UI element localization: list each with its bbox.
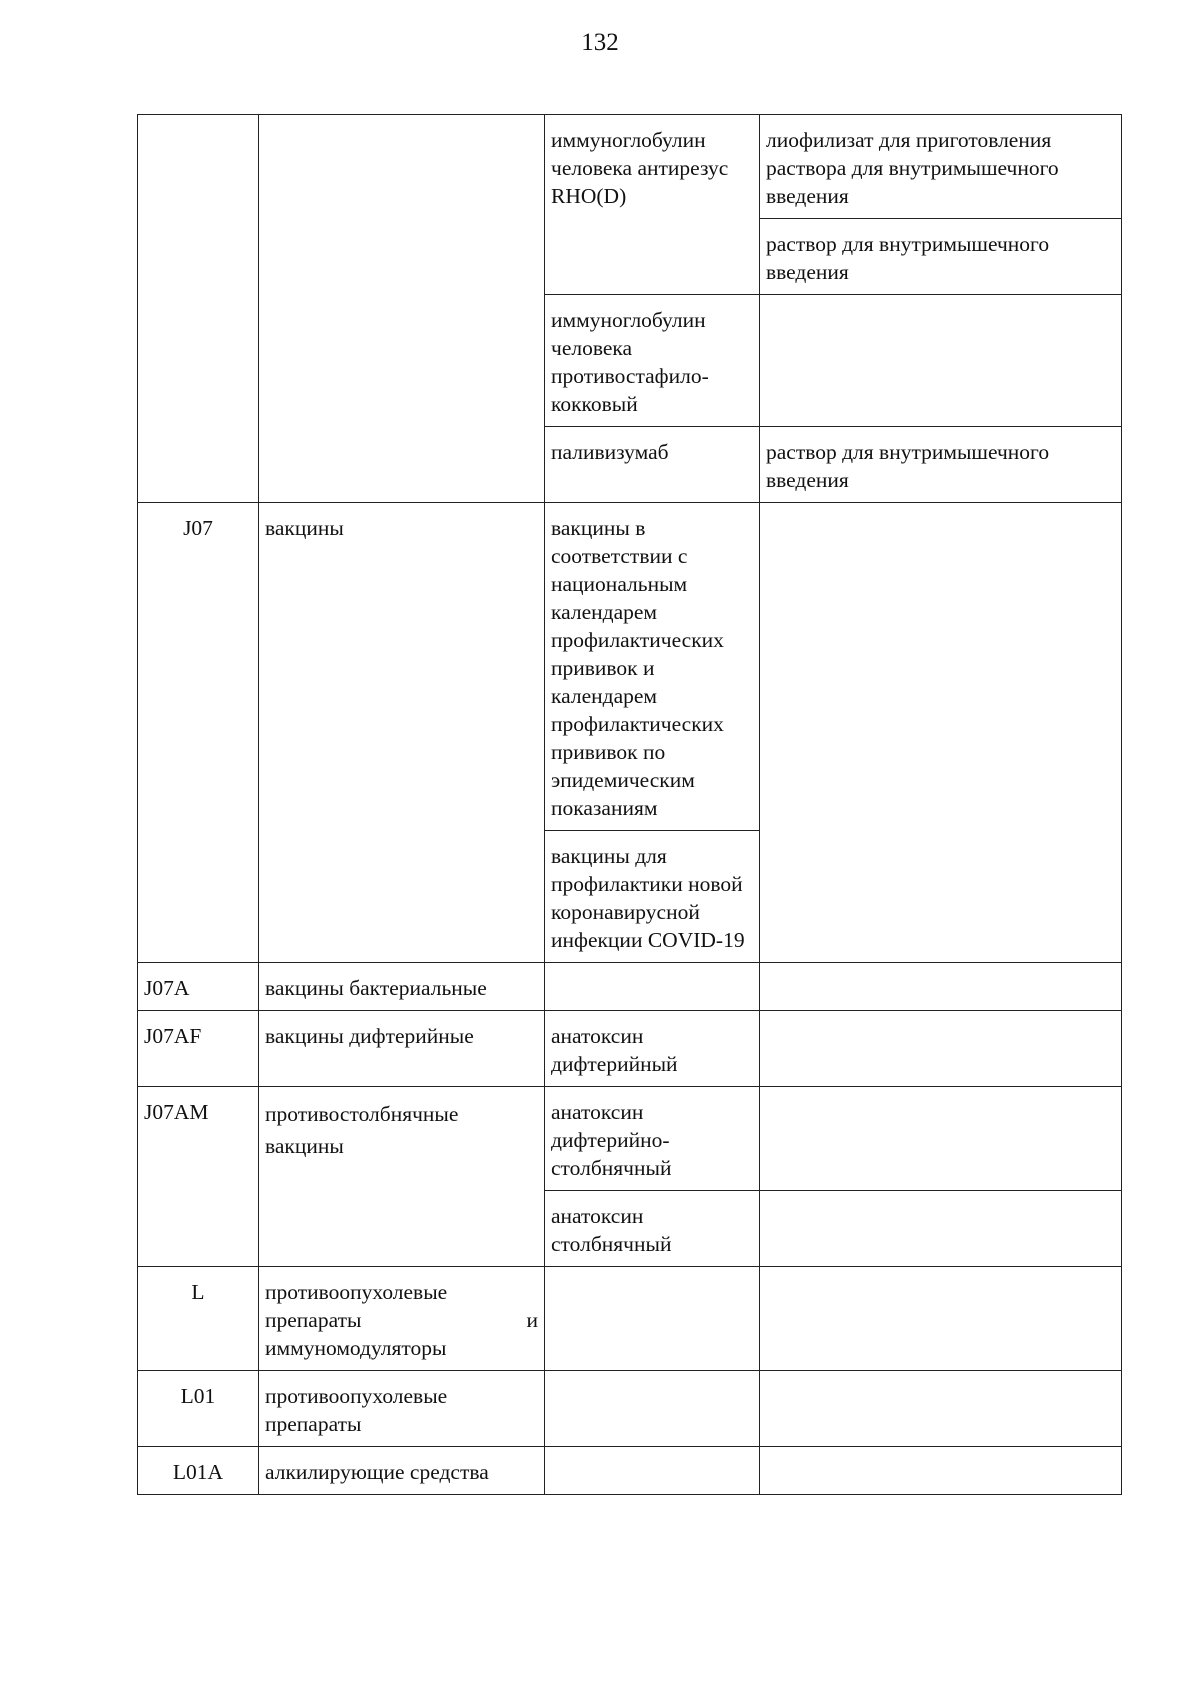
- inn-cell: анатоксин столбнячный: [545, 1191, 760, 1267]
- dosage-form-cell: раствор для внутримышечного введения: [760, 427, 1122, 503]
- table-row: [138, 1267, 1122, 1371]
- dosage-form-cell: [760, 1191, 1122, 1267]
- group-name-cell: противоопухолевые препараты: [259, 1371, 545, 1447]
- dosage-form-cell: раствор для внутримышечного введения: [760, 219, 1122, 295]
- dosage-form-cell: [760, 1447, 1122, 1495]
- dosage-form-cell: [760, 1371, 1122, 1447]
- atc-code-cell: J07A: [138, 963, 259, 1011]
- atc-code-cell: J07AM: [138, 1087, 259, 1267]
- inn-cell: [545, 963, 760, 1011]
- group-name-cell: вакцины бактериальные: [259, 963, 545, 1011]
- atc-code-cell: L01: [138, 1371, 259, 1447]
- dosage-form-cell: [760, 1011, 1122, 1087]
- inn-cell: вакцины в соответствии с национальным календарем профилактических прививок и календарем профилактических прививок по эпидемическим показаниям: [545, 503, 760, 831]
- inn-cell: анатоксин дифтерийный: [545, 1011, 760, 1087]
- table-row: [138, 115, 1122, 219]
- atc-code-cell: J07: [138, 503, 259, 963]
- dosage-form-cell: [760, 963, 1122, 1011]
- inn-cell: анатоксин дифтерийно-столбнячный: [545, 1087, 760, 1191]
- drug-classification-table: [137, 114, 1122, 1495]
- dosage-form-cell: [760, 503, 1122, 963]
- group-name-cell: вакцины: [259, 503, 545, 963]
- group-name-line: иммуномодуляторы: [265, 1336, 447, 1360]
- table-row: [138, 503, 1122, 831]
- inn-cell: [545, 1447, 760, 1495]
- table-row: [138, 1011, 1122, 1087]
- table-row: [138, 1087, 1122, 1191]
- group-name-cell: [259, 1267, 545, 1371]
- atc-code-cell: L: [138, 1267, 259, 1371]
- dosage-form-cell: [760, 1267, 1122, 1371]
- dosage-form-cell: [760, 295, 1122, 427]
- group-name-word: препараты: [265, 1308, 362, 1332]
- group-name-cell: алкилирующие средства: [259, 1447, 545, 1495]
- group-name-line: противоопухолевые: [265, 1280, 448, 1304]
- page-number: 132: [581, 29, 619, 56]
- inn-cell: [545, 1371, 760, 1447]
- atc-code-cell: L01A: [138, 1447, 259, 1495]
- group-name-cell: [259, 115, 545, 503]
- group-name-cell: противостолбнячные вакцины: [259, 1087, 545, 1267]
- inn-cell: иммуноглобулин человека антирезус RHO(D): [545, 115, 760, 295]
- inn-cell: [545, 1267, 760, 1371]
- atc-code-cell: [138, 115, 259, 503]
- inn-cell: вакцины для профилактики новой коронавирусной инфекции COVID-19: [545, 831, 760, 963]
- inn-cell: иммуноглобулин человека противостафило-кокковый: [545, 295, 760, 427]
- group-name-conjunction: и: [526, 1308, 538, 1332]
- table-row: [138, 963, 1122, 1011]
- dosage-form-cell: [760, 1087, 1122, 1191]
- table-row: [138, 1371, 1122, 1447]
- table-row: [138, 1447, 1122, 1495]
- group-name-cell: вакцины дифтерийные: [259, 1011, 545, 1087]
- group-name-line: [265, 1306, 538, 1334]
- inn-cell: паливизумаб: [545, 427, 760, 503]
- dosage-form-cell: лиофилизат для приготовления раствора для внутримышечного введения: [760, 115, 1122, 219]
- atc-code-cell: J07AF: [138, 1011, 259, 1087]
